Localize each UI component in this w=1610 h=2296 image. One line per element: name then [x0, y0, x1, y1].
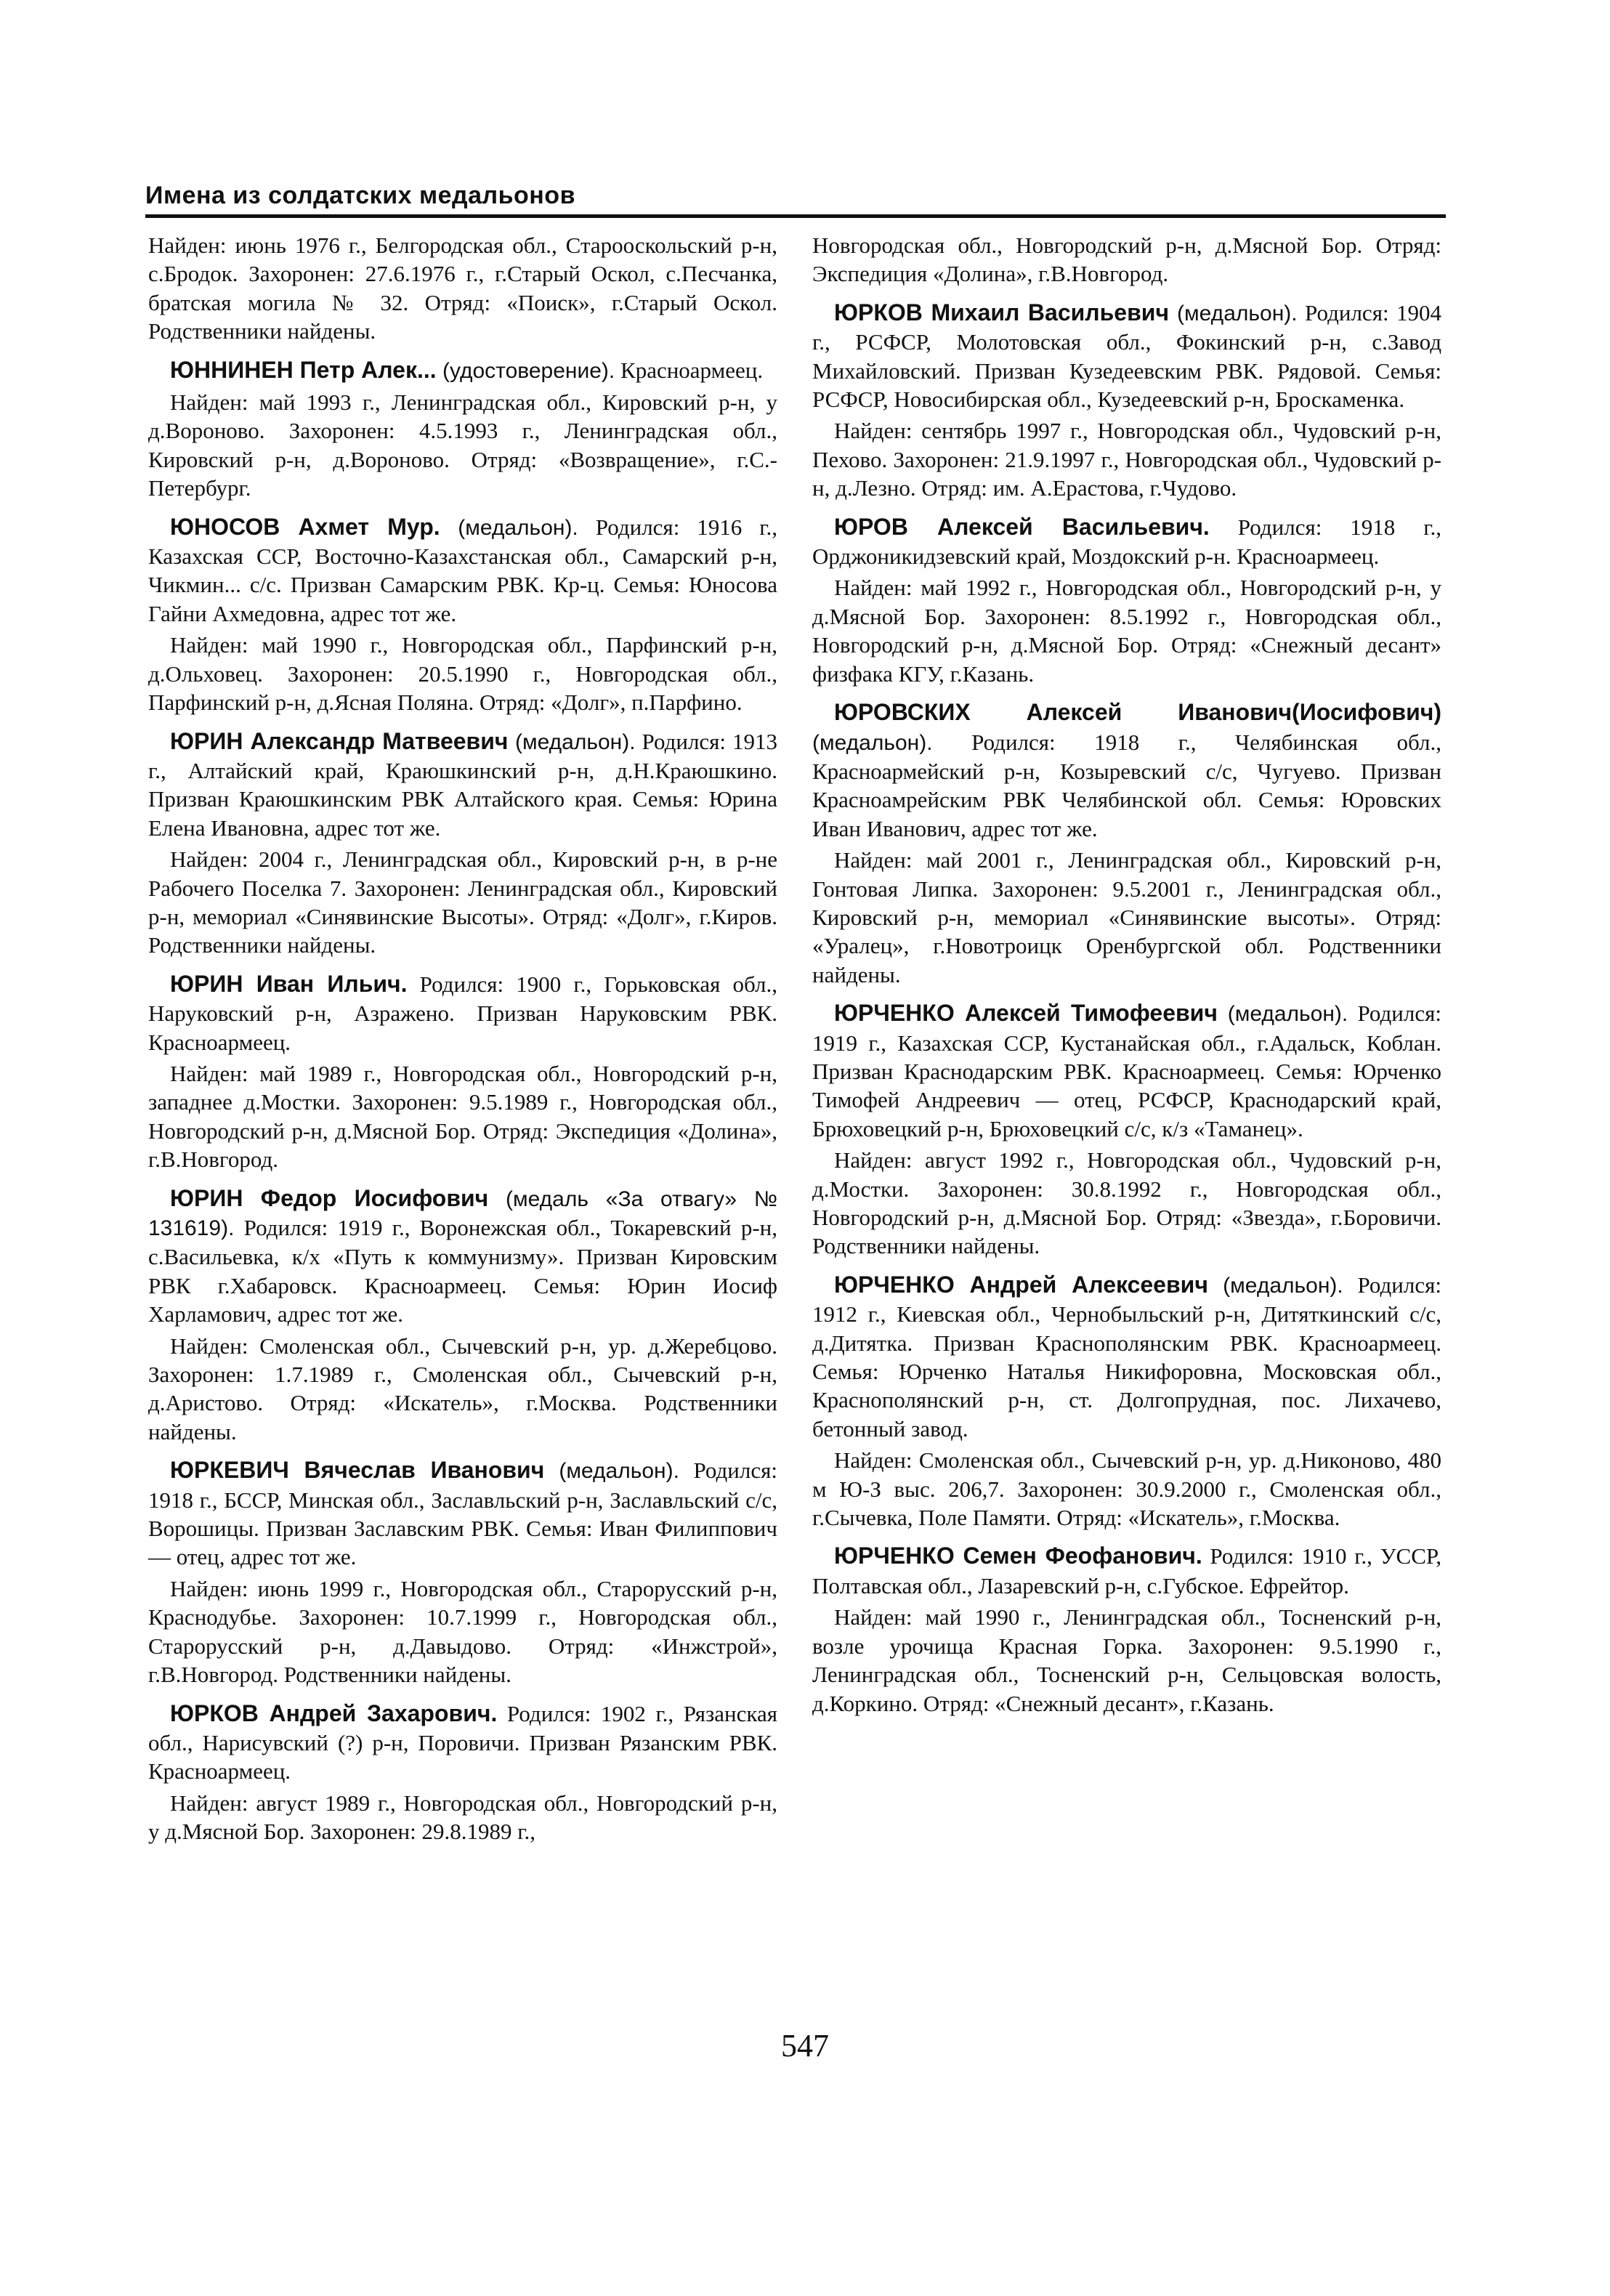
entry-yurin-ivan — [148, 970, 777, 1174]
entry-yurkevich — [148, 1456, 777, 1689]
entry-name: ЮНОСОВ Ахмет Мур. — [170, 513, 440, 540]
entry-found-text: Найден: май 1990 г., Ленинградская обл., Тосненский р-н, возле урочища Красная Горка. Захоронен: 9.5.1990 г., Ленинградская обл., Тосненский р-н, Сельцовская волость, д.Коркино. Отряд: «Снежный десант», г.Казань. — [812, 1604, 1441, 1716]
entry-name: ЮРКОВ Андрей Захарович. — [170, 1699, 498, 1726]
running-header-title: Имена из солдатских медальонов — [145, 182, 575, 209]
entry-name: ЮРОВ Алексей Васильевич. — [834, 513, 1210, 540]
entry-doc-type: (медальон). — [1169, 301, 1298, 326]
entry-bio: Красноармеец. — [615, 357, 764, 383]
entry-heading — [148, 1184, 777, 1329]
entry-bio: Родился: 1916 г., Казахская ССР, Восточно-Казахстанская обл., Самарский р-н, Чикмин... с/с. Призван Самарским РВК. Кр-ц. Семья: Юносова Гайни Ахмедовна, адрес тот же. — [148, 514, 777, 626]
entry-yurin-aleksandr — [148, 727, 777, 960]
entry-name: ЮРЧЕНКО Андрей Алексеевич — [834, 1271, 1208, 1298]
entry-yurkov-mikhail — [812, 299, 1441, 503]
entry-bio: Родился: 1910 г., УССР, Полтавская обл., Лазаревский р-н, с.Губское. Ефрейтор. — [812, 1543, 1441, 1598]
entry-yurkov-andrey — [148, 1699, 777, 1846]
entry-name: ЮРКЕВИЧ Вячеслав Иванович — [170, 1457, 545, 1484]
entry-yurchenko-andrey — [812, 1271, 1441, 1532]
entry-name: ЮННИНЕН Петр Алек... — [170, 356, 437, 383]
entry-found-text: Найден: август 1992 г., Новгородская обл., Чудовский р-н, д.Мостки. Захоронен: 30.8.1992 г., Новгородская обл., Новгородский р-н, д.Мясной Бор. Отряд: «Звезда», г.Боровичи. Родственники найдены. — [812, 1147, 1441, 1259]
entry-heading — [148, 1456, 777, 1572]
entry-yurovskikh — [812, 698, 1441, 989]
entry-doc-type: (удостоверение). — [436, 358, 615, 383]
entry-doc-type: (медальон). — [440, 515, 578, 540]
entry-found-text: Найден: Смоленская обл., Сычевский р-н, ур. д.Жеребцово. Захоронен: 1.7.1989 г., Смоленская обл., Сычевский р-н, д.Аристово. Отряд: «Искатель», г.Москва. Родственники найдены. — [148, 1333, 777, 1444]
entry-yurchenko-semen — [812, 1542, 1441, 1717]
entry-name: ЮРИН Александр Матвеевич — [170, 727, 509, 754]
entry-doc-type: (медаль «За отвагу» № 131619). — [148, 1187, 777, 1240]
entry-heading — [148, 727, 777, 843]
entry-doc-type: (медальон). — [812, 730, 933, 755]
entry-yunninen — [148, 356, 777, 503]
entry-name: ЮРЧЕНКО Алексей Тимофеевич — [834, 1000, 1218, 1027]
entry-found-text: Найден: май 1993 г., Ленинградская обл., Кировский р-н, у д.Вороново. Захоронен: 4.5.1993 г., Ленинградская обл., Кировский р-н, д.Вороново. Отряд: «Возвращение», г.С.-Петербург. — [148, 389, 777, 501]
left-column — [148, 231, 777, 1856]
entry-bio: Родился: 1918 г., Орджоникидзевский край, Моздокский р-н. Красноармеец. — [812, 514, 1441, 570]
entry-heading — [148, 356, 777, 385]
entry-bio: Родился: 1918 г., Челябинская обл., Красноармейский р-н, Козыревский с/с, Чугуево. Призван Красноамрейским РВК Челябинской обл. Семья: Юровских Иван Иванович, адрес тот же. — [812, 729, 1441, 841]
entry-found-text: Найден: сентябрь 1997 г., Новгородская обл., Чудовский р-н, Пехово. Захоронен: 21.9.1997 г., Новгородская обл., Чудовский р-н, д.Лезно. Отряд: им. А.Ерастова, г.Чудово. — [812, 418, 1441, 501]
right-column — [812, 231, 1441, 1728]
entry-found-text: Найден: май 2001 г., Ленинградская обл., Кировский р-н, Гонтовая Липка. Захоронен: 9.5.2001 г., Ленинградская обл., Кировский р-н, мемориал «Синявинские высоты». Отряд: «Уралец», г.Новотроицк Оренбургской обл. Родственники найдены. — [812, 847, 1441, 987]
entry-found-text: Новгородская обл., Новгородский р-н, д.Мясной Бор. Отряд: Экспедиция «Долина», г.В.Новгород. — [812, 233, 1441, 287]
entry-found-text: Найден: май 1990 г., Новгородская обл., Парфинский р-н, д.Ольховец. Захоронен: 20.5.1990 г., Новгородская обл., Парфинский р-н, д.Ясная Поляна. Отряд: «Долг», п.Парфино. — [148, 632, 777, 716]
entry-found-text: Найден: июнь 1999 г., Новгородская обл., Старорусский р-н, Краснодубье. Захоронен: 10.7.1999 г., Новгородская обл., Старорусский р-н, д.Давыдово. Отряд: «Инжстрой», г.В.Новгород. Родственники найдены. — [148, 1575, 777, 1688]
page-number: 547 — [781, 2028, 829, 2063]
entry-doc-type: (медальон). — [1208, 1273, 1343, 1298]
entry-name: ЮРЧЕНКО Семен Феофанович. — [834, 1543, 1202, 1569]
entry-doc-type: (медальон). — [544, 1459, 679, 1484]
entry-bio: Родился: 1918 г., БССР, Минская обл., Заславльский р-н, Заславльский с/с, Ворошицы. Призван Заславским РВК. Семья: Иван Филиппович — отец, адрес тот же. — [148, 1458, 777, 1570]
entry-name: ЮРКОВ Михаил Васильевич — [834, 299, 1170, 326]
entry-found-text: Найден: Смоленская обл., Сычевский р-н, ур. д.Никоново, 480 м Ю-З выс. 206,7. Захоронен: 30.9.2000 г., Смоленская обл., г.Сычевка, Поле Памяти. Отряд: «Искатель», г.Москва. — [812, 1447, 1441, 1531]
entry-yunosov — [148, 513, 777, 717]
entry-heading — [148, 1699, 777, 1786]
entry-heading — [812, 999, 1441, 1143]
entry-yurchenko-aleksey — [812, 999, 1441, 1261]
entry-bio: Родился: 1919 г., Казахская ССР, Кустанайская обл., г.Адальск, Коблан. Призван Краснодарским РВК. Красноармеец. Семья: Юрченко Тимофей Андреевич — отец, РСФСР, Краснодарский край, Брюховецкий р-н, Брюховецкий с/с, к/з «Таманец». — [812, 1001, 1441, 1141]
entry-bio: Родился: 1912 г., Киевская обл., Чернобыльский р-н, Дитяткинский с/с, д.Дитятка. Призван Краснополянским РВК. Красноармеец. Семья: Юрченко Наталья Никифоровна, Московская обл., Краснополянский р-н, ст. Долгопрудная, пос. Лихачево, бетонный завод. — [812, 1272, 1441, 1442]
entry-yurov — [812, 513, 1441, 688]
entry-heading — [812, 1271, 1441, 1443]
entry-name: ЮРИН Иван Ильич. — [170, 970, 408, 997]
entry-bio: Родился: 1900 г., Горьковская обл., Наруковский р-н, Азражено. Призван Наруковским РВК. Красноармеец. — [148, 971, 777, 1055]
running-header — [145, 182, 1446, 218]
entry-bio: Родился: 1913 г., Алтайский край, Краюшкинский р-н, д.Н.Краюшкино. Призван Краюшкинским РВК Алтайского края. Семья: Юрина Елена Ивановна, адрес тот же. — [148, 728, 777, 841]
entry-heading — [148, 970, 777, 1056]
entry-heading — [812, 299, 1441, 414]
entry-found-text: Найден: июнь 1976 г., Белгородская обл., Старооскольский р-н, с.Бродок. Захоронен: 27.6.1976 г., г.Старый Оскол, с.Песчанка, братская могила № 32. Отряд: «Поиск», г.Старый Оскол. Родственники найдены. — [148, 233, 777, 344]
entry-heading — [812, 1542, 1441, 1600]
entry-found-text: Найден: 2004 г., Ленинградская обл., Кировский р-н, в р-не Рабочего Поселка 7. Захоронен: Ленинградская обл., Кировский р-н, мемориал «Синявинские Высоты». Отряд: «Долг», г.Киров. Родственники найдены. — [148, 846, 777, 958]
entry-found-text: Найден: август 1989 г., Новгородская обл., Новгородский р-н, у д.Мясной Бор. Захоронен: 29.8.1989 г., — [148, 1790, 777, 1845]
entry-heading — [812, 513, 1441, 571]
entry-bio: Родился: 1904 г., РСФСР, Молотовская обл., Фокинский р-н, с.Завод Михайловский. Призван Кузедеевским РВК. Рядовой. Семья: РСФСР, Новосибирская обл., Кузедеевский р-н, Броскаменка. — [812, 299, 1441, 413]
entry-bio: Родился: 1902 г., Рязанская обл., Нарисувский (?) р-н, Поровичи. Призван Рязанским РВК. Красноармеец. — [148, 1700, 777, 1784]
entry-name: ЮРИН Федор Иосифович — [170, 1184, 489, 1211]
entry-doc-type: (медальон). — [508, 729, 636, 754]
entry-found-text: Найден: май 1989 г., Новгородская обл., Новгородский р-н, западнее д.Мостки. Захоронен: 9.5.1989 г., Новгородская обл., Новгородский р-н, д.Мясной Бор. Отряд: Экспедиция «Долина», г.В.Новгород. — [148, 1060, 777, 1173]
entry-continuation — [812, 231, 1441, 288]
entry-continuation — [148, 231, 777, 346]
entry-found-text: Найден: май 1992 г., Новгородская обл., Новгородский р-н, у д.Мясной Бор. Захоронен: 8.5.1992 г., Новгородская обл., Новгородский р-н, д.Мясной Бор. Отряд: «Снежный десант» физфака КГУ, г.Казань. — [812, 575, 1441, 687]
entry-heading — [148, 513, 777, 628]
entry-bio: Родился: 1919 г., Воронежская обл., Токаревский р-н, с.Васильевка, к/х «Путь к коммунизму». Призван Кировским РВК г.Хабаровск. Красноармеец. Семья: Юрин Иосиф Харламович, адрес тот же. — [148, 1215, 777, 1327]
entry-yurin-fedor — [148, 1184, 777, 1447]
entry-name: ЮРОВСКИХ Алексей Иванович(Иосифович) — [834, 699, 1441, 726]
entry-doc-type: (медальон). — [1217, 1002, 1348, 1027]
entry-heading — [812, 698, 1441, 843]
